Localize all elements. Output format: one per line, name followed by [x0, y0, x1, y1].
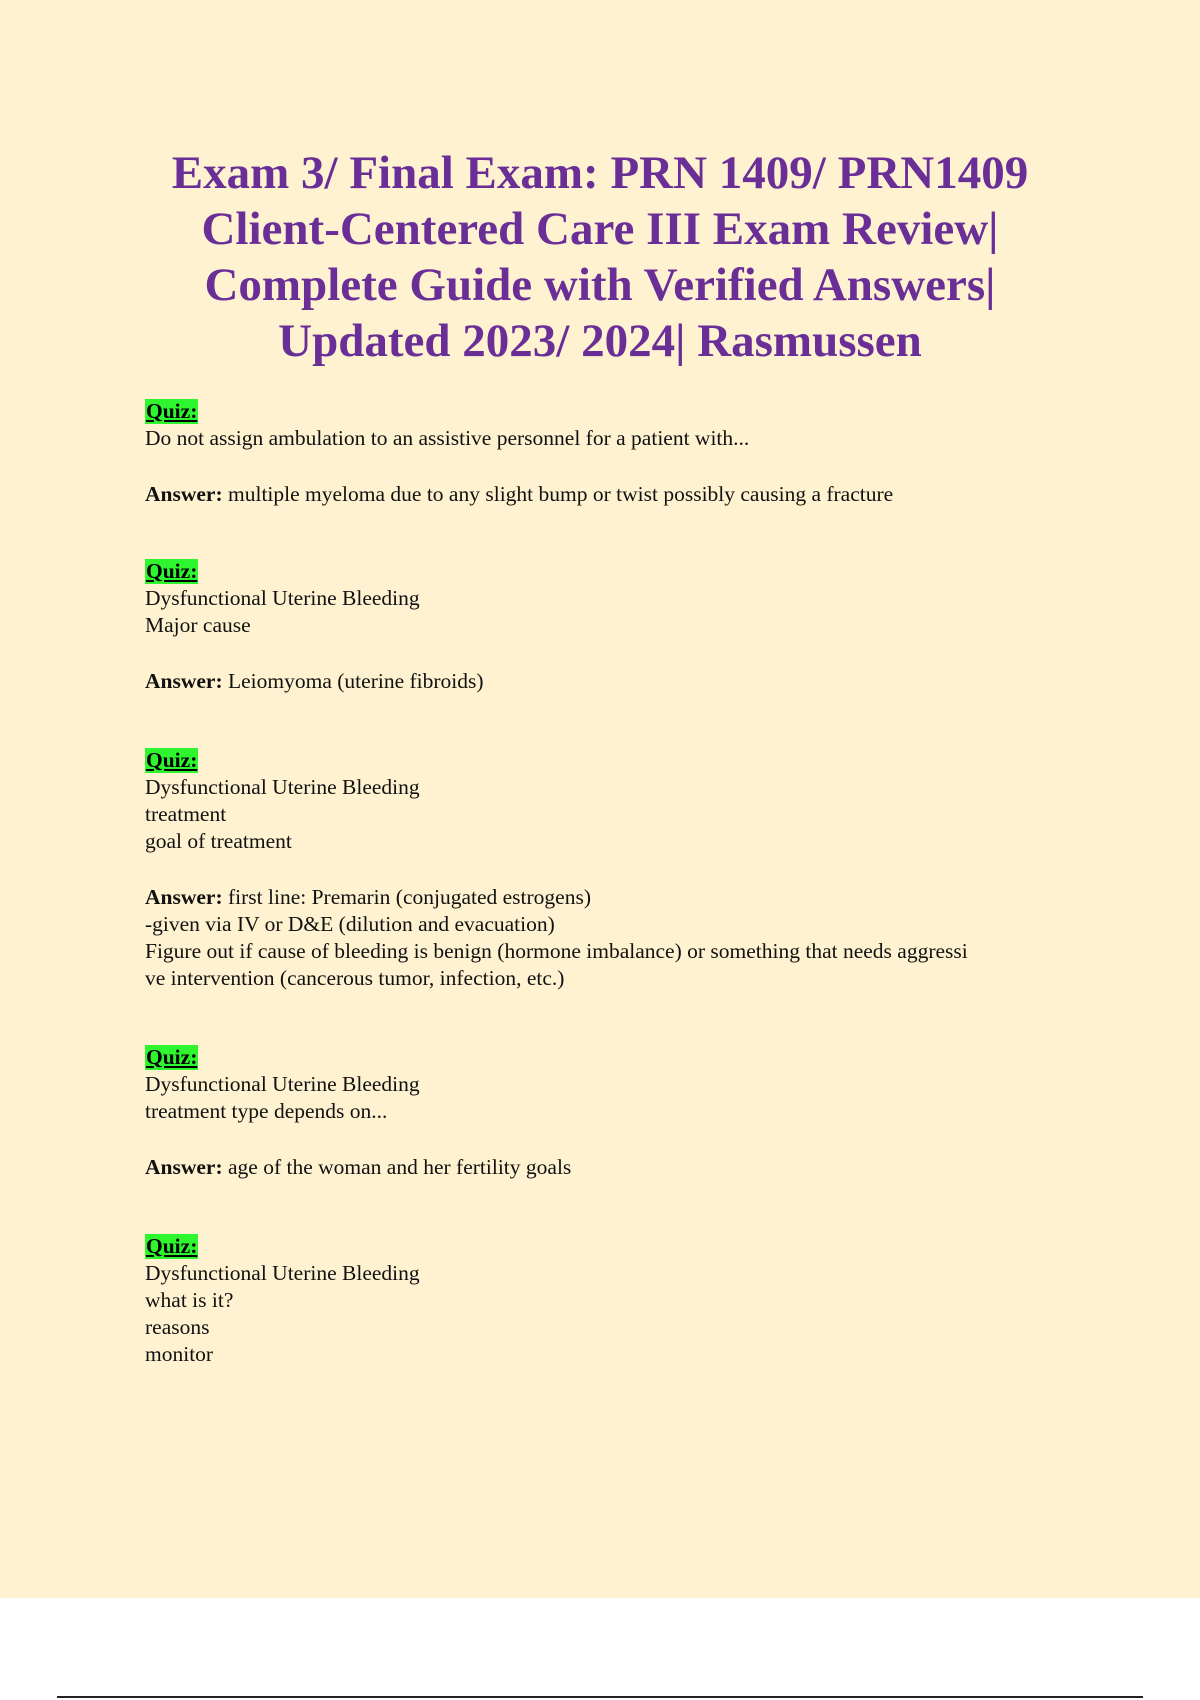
answer-text: Answer: age of the woman and her fertility goals: [145, 1155, 572, 1179]
answer-label: Answer:: [145, 669, 223, 693]
question-text: treatment: [145, 802, 227, 826]
question-text: Major cause: [145, 613, 251, 637]
document-title: [100, 145, 1100, 369]
qa-item: [145, 1044, 1085, 1181]
answer-text: ve intervention (cancerous tumor, infection, etc.): [145, 966, 565, 990]
title-line: Updated 2023/ 2024| Rasmussen: [278, 315, 922, 367]
question-text: Dysfunctional Uterine Bleeding: [145, 1072, 420, 1096]
quiz-label: Quiz:: [146, 1045, 198, 1069]
answer-label: Answer:: [145, 885, 223, 909]
question-text: what is it?: [145, 1288, 234, 1312]
question-text: monitor: [145, 1342, 214, 1366]
question-text: Dysfunctional Uterine Bleeding: [145, 586, 420, 610]
qa-item: [145, 558, 1085, 695]
title-line: Exam 3/ Final Exam: PRN 1409/ PRN1409: [171, 147, 1029, 199]
answer-label: Answer:: [145, 1155, 223, 1179]
qa-item: [145, 747, 1085, 992]
quiz-label: Quiz:: [146, 559, 198, 583]
quiz-label: Quiz:: [146, 1234, 198, 1258]
qa-item: [145, 1233, 1085, 1368]
answer-text: -given via IV or D&E (dilution and evacuation): [145, 912, 555, 936]
question-text: Dysfunctional Uterine Bleeding: [145, 775, 420, 799]
question-text: goal of treatment: [145, 829, 292, 853]
title-line: Complete Guide with Verified Answers|: [204, 259, 996, 311]
qa-list: [145, 398, 1085, 1368]
title-line: Client-Centered Care III Exam Review|: [201, 203, 999, 255]
footer-divider: [57, 1696, 1143, 1698]
question-text: Do not assign ambulation to an assistive personnel for a patient with...: [145, 426, 750, 450]
quiz-label: Quiz:: [146, 399, 198, 423]
quiz-label: Quiz:: [146, 748, 198, 772]
question-text: treatment type depends on...: [145, 1099, 388, 1123]
answer-text: Answer: Leiomyoma (uterine fibroids): [145, 669, 484, 693]
answer-text: Figure out if cause of bleeding is benign (hormone imbalance) or something that needs aggressi: [145, 939, 968, 963]
answer-text: Answer: multiple myeloma due to any slight bump or twist possibly causing a fracture: [145, 482, 894, 506]
question-text: reasons: [145, 1315, 210, 1339]
qa-item: [145, 398, 1085, 508]
answer-text: Answer: first line: Premarin (conjugated estrogens): [145, 885, 592, 909]
answer-label: Answer:: [145, 482, 223, 506]
question-text: Dysfunctional Uterine Bleeding: [145, 1261, 420, 1285]
